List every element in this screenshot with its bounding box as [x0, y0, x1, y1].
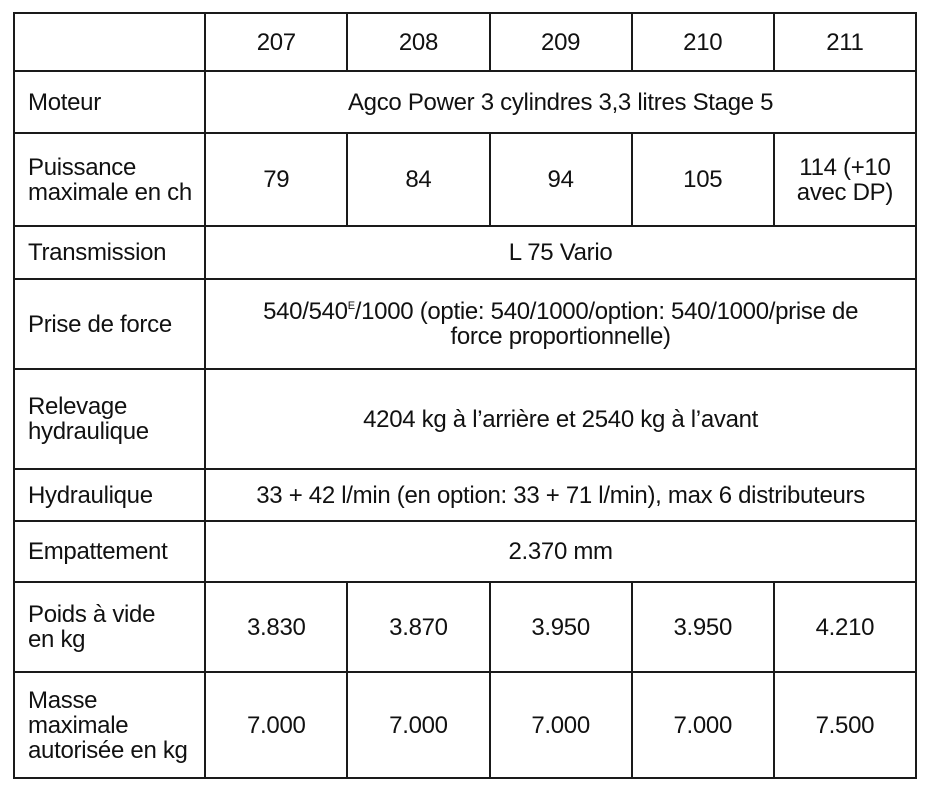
header-model-209: 209 — [490, 13, 632, 71]
row-label-pto: Prise de force — [14, 279, 205, 369]
value-max-mass-208: 7.000 — [347, 672, 489, 778]
header-model-207: 207 — [205, 13, 347, 71]
value-weight-211: 4.210 — [774, 582, 916, 672]
row-transmission — [14, 226, 916, 279]
header-row — [14, 13, 916, 71]
row-label-lift: Relevage hydraulique — [28, 393, 149, 445]
value-hydraulics: 33 + 42 l/min (en option: 33 + 71 l/min), max 6 distributeurs — [205, 469, 916, 521]
header-empty-cell — [14, 13, 205, 71]
value-motor: Agco Power 3 cylindres 3,3 litres Stage 5 — [205, 71, 916, 133]
row-max-mass — [14, 672, 916, 778]
value-transmission: L 75 Vario — [205, 226, 916, 279]
value-pto-superscript: E — [347, 300, 355, 312]
value-max-mass-211: 7.500 — [774, 672, 916, 778]
spec-table — [13, 12, 917, 779]
row-label-transmission: Transmission — [14, 226, 205, 279]
value-weight-208: 3.870 — [347, 582, 489, 672]
value-power-210: 105 — [632, 133, 774, 226]
value-power-211: 114 (+10 avec DP) — [796, 153, 894, 206]
value-weight-207: 3.830 — [205, 582, 347, 672]
row-power — [14, 133, 916, 226]
row-wheelbase — [14, 521, 916, 582]
value-pto-main: 540/540 — [263, 298, 348, 325]
header-model-210: 210 — [632, 13, 774, 71]
row-weight — [14, 582, 916, 672]
row-label-hydraulics: Hydraulique — [14, 469, 205, 521]
value-pto — [205, 279, 916, 369]
value-power-208: 84 — [347, 133, 489, 226]
value-max-mass-209: 7.000 — [490, 672, 632, 778]
header-model-211: 211 — [774, 13, 916, 71]
header-model-208: 208 — [347, 13, 489, 71]
row-hydraulics — [14, 469, 916, 521]
row-label-max-mass: Masse maximale autorisée en kg — [28, 686, 188, 764]
row-label-weight: Poids à vide en kg — [28, 601, 156, 653]
value-power-207: 79 — [205, 133, 347, 226]
value-pto-rest: /1000 (optie: 540/1000/option: 540/1000/prise de force proportionnelle) — [354, 298, 859, 350]
value-wheelbase: 2.370 mm — [205, 521, 916, 582]
value-lift: 4204 kg à l’arrière et 2540 kg à l’avant — [205, 369, 916, 469]
row-label-power: Puissance maximale en ch — [28, 153, 192, 206]
value-weight-210: 3.950 — [632, 582, 774, 672]
row-motor — [14, 71, 916, 133]
value-weight-209: 3.950 — [490, 582, 632, 672]
row-pto — [14, 279, 916, 369]
row-label-wheelbase: Empattement — [14, 521, 205, 582]
row-lift — [14, 369, 916, 469]
value-max-mass-207: 7.000 — [205, 672, 347, 778]
row-label-motor: Moteur — [14, 71, 205, 133]
value-max-mass-210: 7.000 — [632, 672, 774, 778]
value-power-209: 94 — [490, 133, 632, 226]
